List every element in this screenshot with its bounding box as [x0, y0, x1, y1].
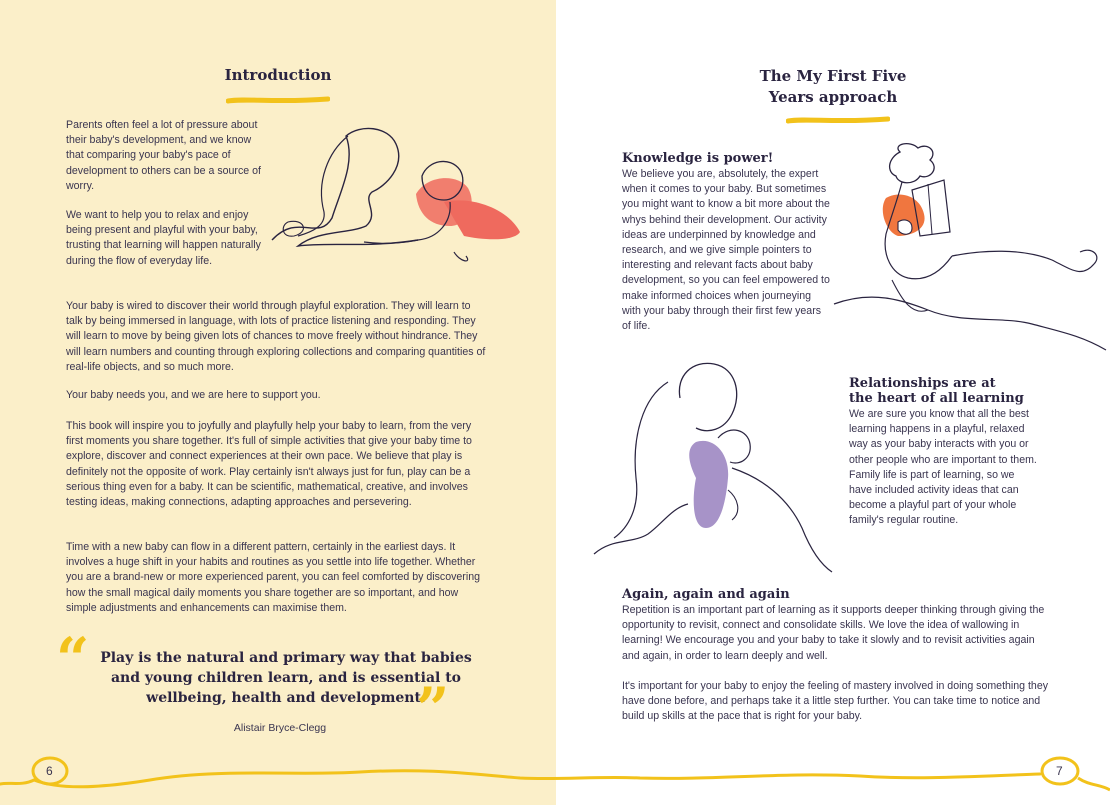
body-paragraph-1: Your baby is wired to discover their world through playful exploration. They will learn to talk by being immersed in language, with lots of practice listening and responding. They will learn to move by being given lots of chances to move freely without hindrance. They will learn numbers and counting through exploring collections and comparing quantities of real-life objects, and so much more.	[66, 300, 486, 371]
intro-paragraph-1: Parents often feel a lot of pressure about their baby's development, and we know that comparing your baby's pace of development to others can be a source of worry.	[66, 119, 261, 192]
right-page	[556, 0, 1110, 805]
section-heading-knowledge: Knowledge is power!	[622, 151, 774, 166]
page-title-approach-line-1: The My First Five	[759, 67, 907, 85]
baby-blanket-shape	[689, 441, 728, 528]
baby-body-shape	[444, 200, 520, 239]
reading-adult-illustration	[832, 140, 1110, 358]
page-title-approach-line-2: Years approach	[768, 88, 898, 106]
title-underline-right	[786, 116, 890, 125]
section-heading-again: Again, again and again	[622, 587, 790, 602]
body-paragraph-3: This book will inspire you to joyfully and playfully help your baby to learn, from the very first moments you share together. It's full of simple activities that give your baby time to explore, discover and connect experiences at their own pace. We believe that play is definitely not the opposite of work. Play certainly isn't always just for fun, play can be a serious thing even for a baby. It can be scientific, mathematical, creative, and involves testing ideas, making connections, adapting approaches and persevering.	[66, 420, 472, 509]
section-text-again-2: It's important for your baby to enjoy the feeling of mastery involved in doing something they have done before, and perhaps take it a little step further. You can take time to notice and build up skills at the pace that is right for your baby.	[622, 680, 1049, 723]
body-paragraph-2: Your baby needs you, and we are here to support you.	[66, 389, 321, 401]
section-heading-relationships-line-2: the heart of all learning	[849, 391, 1024, 406]
footer-wave-line	[0, 750, 1110, 800]
body-paragraph-4: Time with a new baby can flow in a different pattern, certainly in the earliest days. It involves a huge shift in your habits and routines as you settle into life together. Whether you are a brand-new or more experienced parent, you can feel comforted by discovering how the small magical daily moments you share together are so important, and how simple adjustments and enhancements can maximise them.	[66, 541, 480, 614]
page-number-right: 7	[1056, 764, 1063, 778]
title-underline	[226, 96, 330, 105]
close-quote-mark: ”	[416, 675, 450, 743]
page-number-left: 6	[46, 764, 53, 778]
section-text-knowledge: We believe you are, absolutely, the expert when it comes to your baby. But sometimes you might want to know a bit more about the whys behind their development. Our activity ideas are underpinned by knowledge and research, and we give simple pointers to interesting and relevant facts about baby development, so you can feel empowered to make informed choices when journeying with your baby through their first few years of life.	[622, 168, 830, 333]
open-quote-mark: “	[56, 625, 90, 693]
parent-baby-illustration	[268, 122, 536, 282]
pull-quote-text: Play is the natural and primary way that babies and young children learn, and is essential to wellbeing, health and development.	[100, 650, 472, 706]
quote-author: Alistair Bryce-Clegg	[233, 722, 327, 734]
intro-paragraph-2: We want to help you to relax and enjoy being present and playful with your baby, trusting that learning will happen naturally during the flow of everyday life.	[66, 209, 261, 267]
section-text-relationships: We are sure you know that all the best learning happens in a playful, relaxed way as your baby interacts with you or other people who are important to them. Family life is part of learning, so we have included activity ideas that can become a playful part of your whole family's regular routine.	[849, 408, 1037, 527]
page-title-introduction: Introduction	[224, 66, 332, 84]
section-heading-relationships-line-1: Relationships are at	[849, 376, 996, 391]
parent-cuddle-illustration	[592, 358, 834, 574]
section-text-again-1: Repetition is an important part of learning as it supports deeper thinking through giving the opportunity to revisit, connect and consolidate skills. We love the idea of wallowing in learning! We encourage you and your baby to take it slowly and to revisit activities again and again, in order to learn deeply and well.	[622, 604, 1045, 662]
